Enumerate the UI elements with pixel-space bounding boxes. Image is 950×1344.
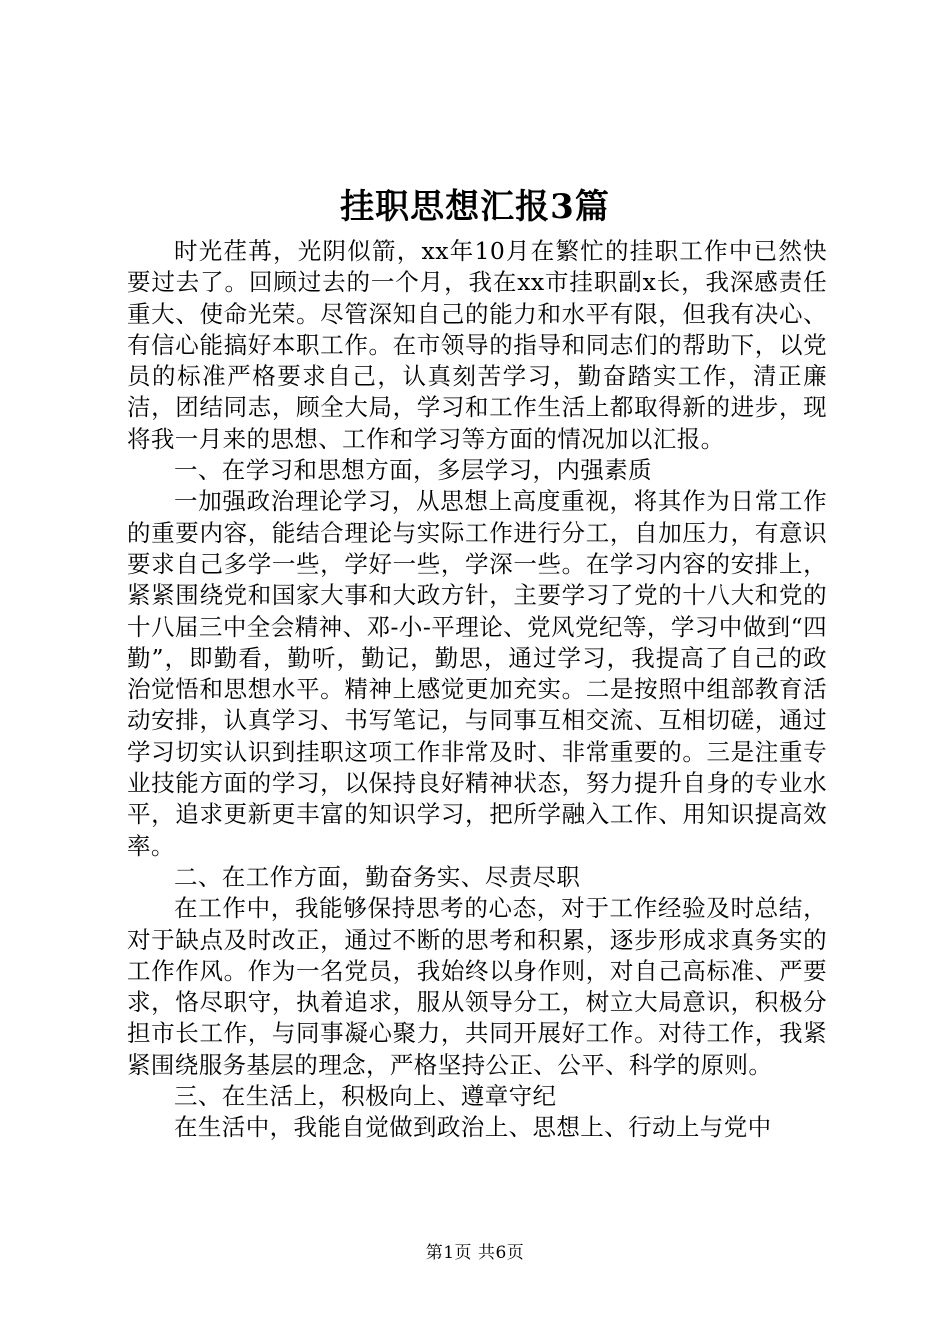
page-number-footer: 第1页 共6页 <box>425 1243 525 1263</box>
document-title: 挂职思想汇报3篇 <box>340 187 610 227</box>
paragraph-life: 在生活中，我能自觉做到政治上、思想上、行动上与党中 <box>174 1113 772 1142</box>
paragraph-study: 一加强政治理论学习，从思想上高度重视，将其作为日常工作的重要内容，能结合理论与实际工作进行分工，自加压力，有意识要求自己多学一些，学好一些，学深一些。在学习内容的安排上，紧紧围绕党和国家大事和大政方针，主要学习了党的十八大和党的十八届三中全会精神、邓-小-平理论、党风党纪等，学习中做到“四勤”，即勤看，勤听，勤记，勤思，通过学习，我提高了自己的政治觉悟和思想水平。精神上感觉更加充实。二是按照中组部教育活动安排，认真学习、书写笔记，与同事互相交流、互相切磋，通过学习切实认识到挂职这项工作非常及时、非常重要的。三是注重专业技能方面的学习，以保持良好精神状态，努力提升自身的专业水平，追求更新更丰富的知识学习，把所学融入工作、用知识提高效率。 <box>127 487 827 860</box>
section-heading-work: 二、在工作方面，勤奋务实、尽责尽职 <box>174 862 581 891</box>
section-heading-study: 一、在学习和思想方面，多层学习，内强素质 <box>174 456 652 485</box>
paragraph-work: 在工作中，我能够保持思考的心态，对于工作经验及时总结，对于缺点及时改正，通过不断的思考和积累，逐步形成求真务实的工作作风。作为一名党员，我始终以身作则，对自己高标准、严要求，恪尽职守，执着追求，服从领导分工，树立大局意识，积极分担市长工作，与同事凝心聚力，共同开展好工作。对待工作，我紧紧围绕服务基层的理念，严格坚持公正、公平、科学的原则。 <box>127 894 827 1079</box>
section-heading-life: 三、在生活上，积极向上、遵章守纪 <box>174 1082 557 1111</box>
document-body <box>127 236 827 1144</box>
paragraph-intro: 时光荏苒，光阴似箭，xx年10月在繁忙的挂职工作中已然快要过去了。回顾过去的一个月，我在xx市挂职副x长，我深感责任重大、使命光荣。尽管深知自己的能力和水平有限，但我有决心、有信心能搞好本职工作。在市领导的指导和同志们的帮助下，以党员的标准严格要求自己，认真刻苦学习，勤奋踏实工作，清正廉洁，团结同志，顾全大局，学习和工作生活上都取得新的进步，现将我一月来的思想、工作和学习等方面的情况加以汇报。 <box>127 237 827 453</box>
